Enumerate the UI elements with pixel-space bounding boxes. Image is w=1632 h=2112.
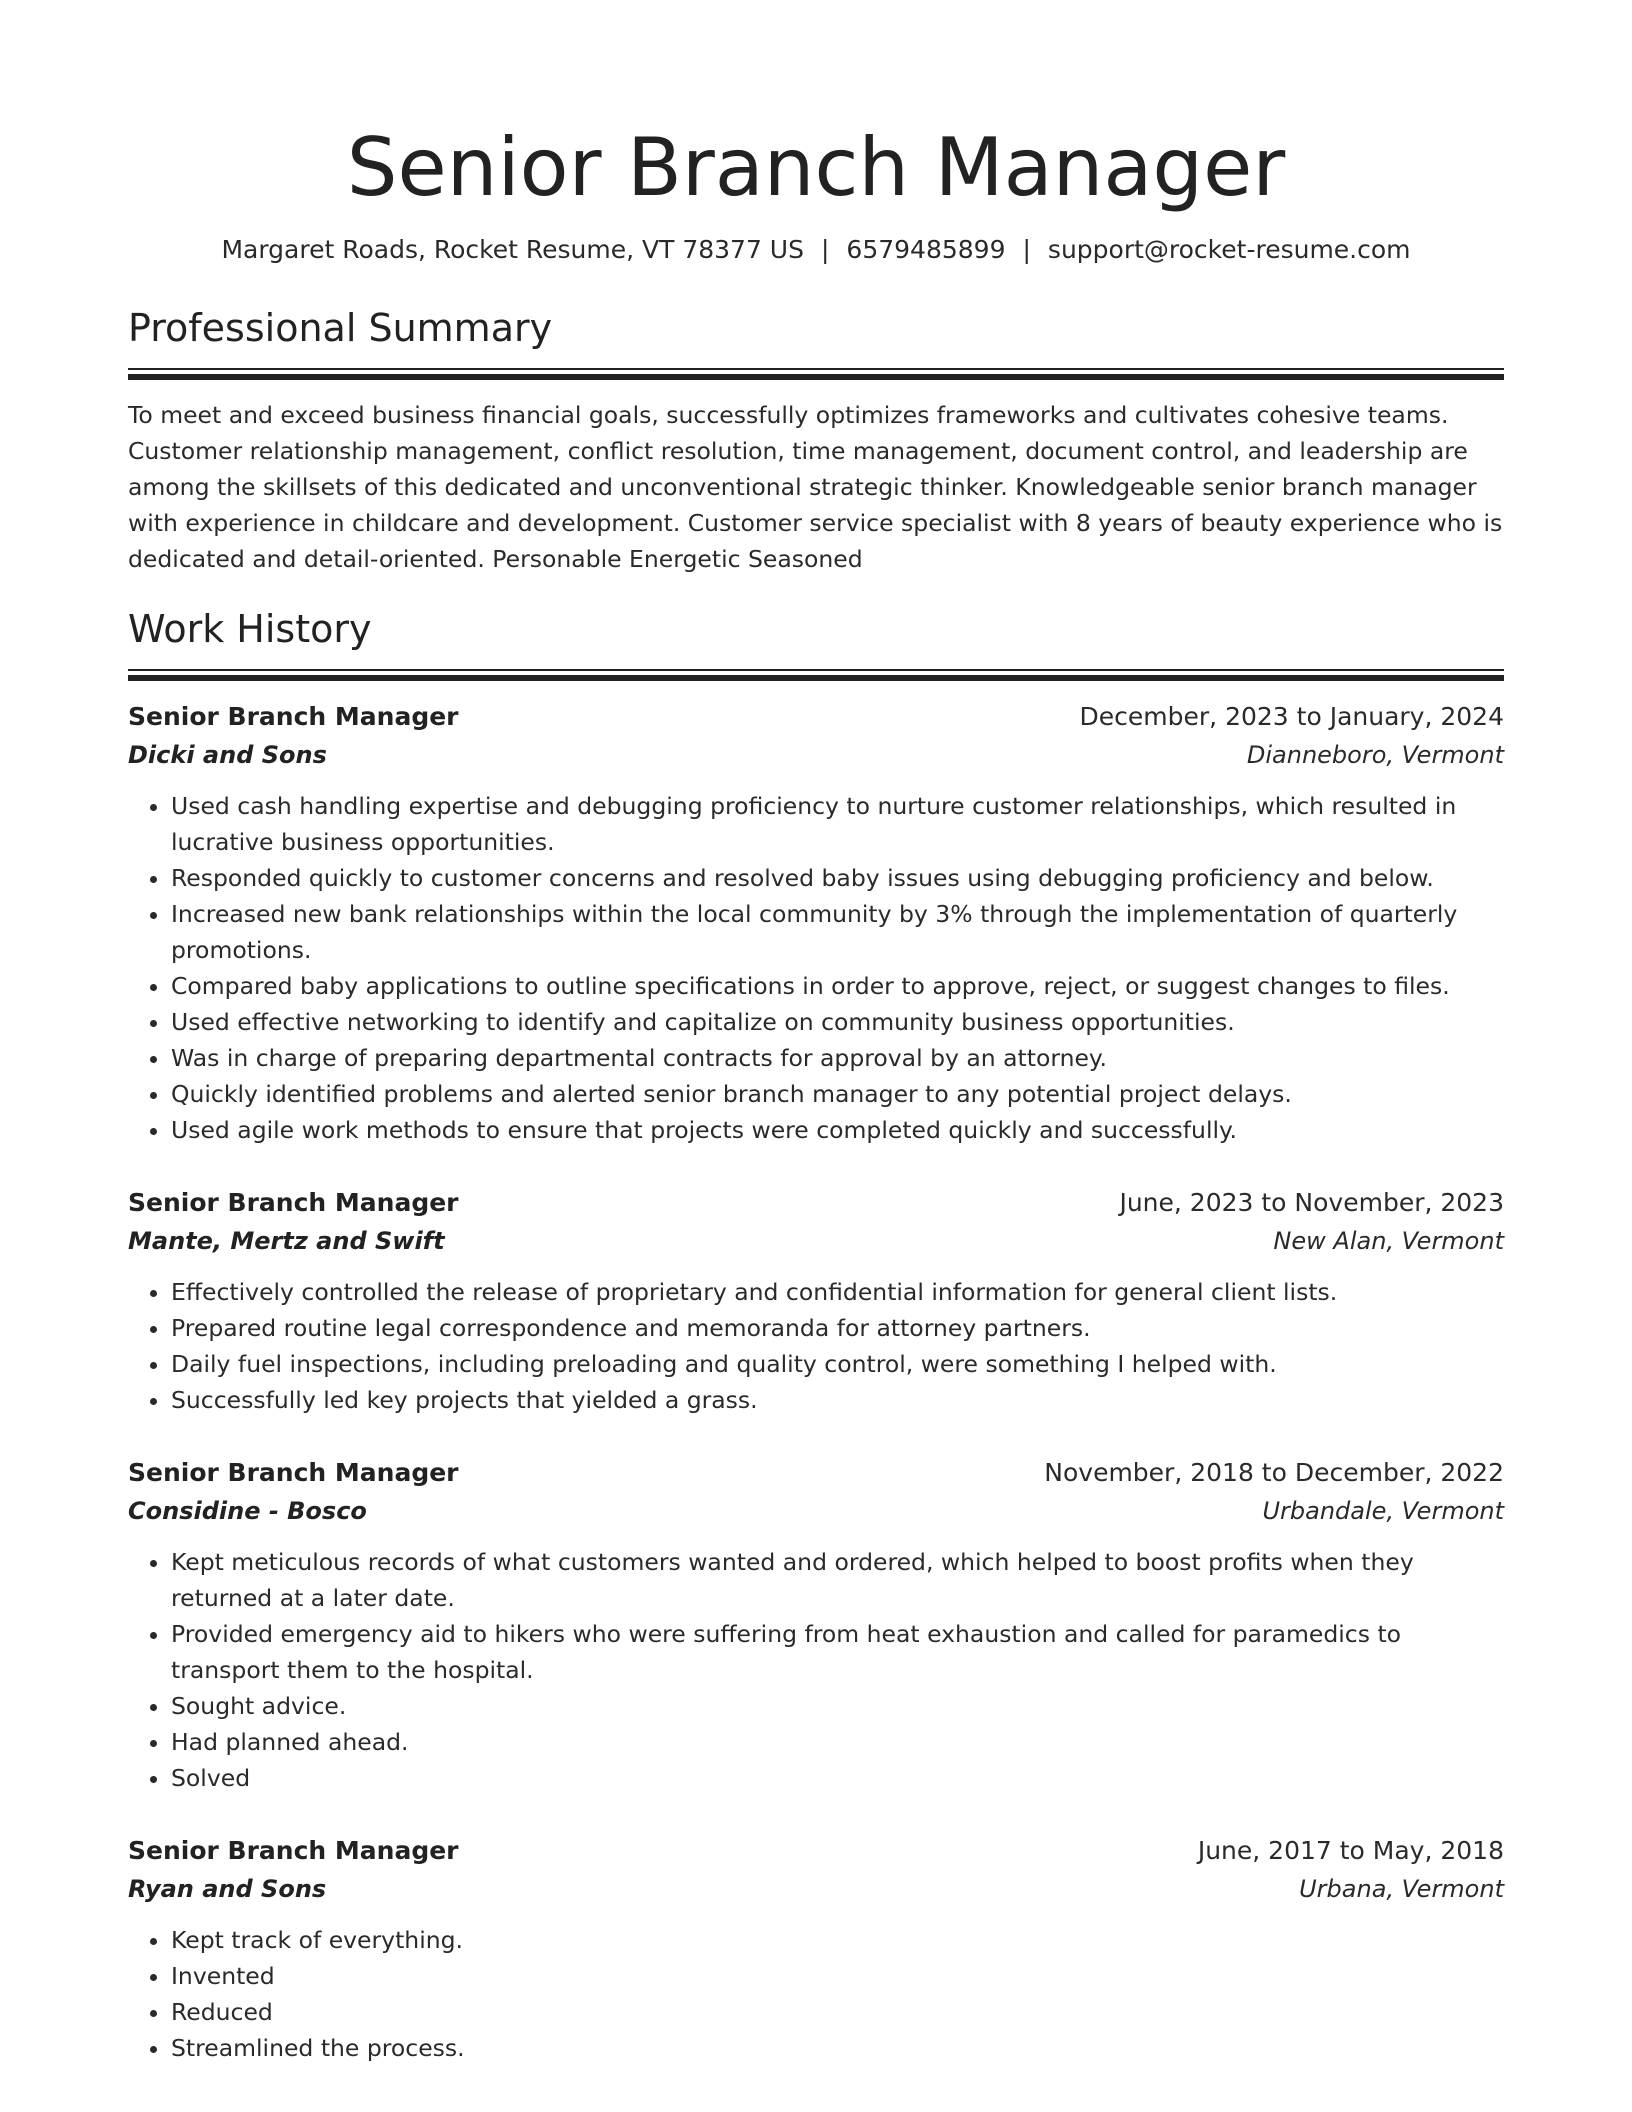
job-subheader-row [128,1492,1504,1530]
job-bullet: • Increased new bank relationships within the local community by 3% through the implementation of quarterly promotions. [171,896,1504,968]
job-bullet: • Kept meticulous records of what customers wanted and ordered, which helped to boost profits when they returned at a later date. [171,1544,1504,1616]
job-bullet: • Had planned ahead. [171,1724,1504,1760]
job-entry [128,1832,1504,2066]
job-bullet-list [128,788,1504,1148]
job-entry [128,1184,1504,1418]
job-bullet-list [128,1274,1504,1418]
job-bullet-list [128,1922,1504,2066]
job-entry [128,1454,1504,1796]
job-title: Senior Branch Manager [128,1836,459,1865]
job-bullet: • Daily fuel inspections, including preloading and quality control, were something I helped with. [171,1346,1504,1382]
job-bullet: • Reduced [171,1994,1504,2030]
job-subheader-row [128,1222,1504,1260]
work-history-section [128,605,1504,2066]
job-subheader-row [128,736,1504,774]
work-history-heading: Work History [128,607,372,651]
job-location: Urbana, Vermont [1299,1875,1504,1903]
job-bullet: • Used effective networking to identify and capitalize on community business opportunities. [171,1004,1504,1040]
contact-phone: 6579485899 [846,235,1006,264]
job-title: Senior Branch Manager [128,702,459,731]
job-header-row [128,698,1504,736]
summary-heading: Professional Summary [128,306,553,350]
section-divider [128,669,1504,680]
page-title: Senior Branch Manager [346,121,1286,214]
job-entry [128,698,1504,1148]
job-bullet: • Compared baby applications to outline specifications in order to approve, reject, or suggest changes to files. [171,968,1504,1004]
section-divider [128,368,1504,379]
job-bullet: • Invented [171,1958,1504,1994]
job-header-row [128,1832,1504,1870]
contact-separator: | [820,235,830,264]
job-bullet: • Streamlined the process. [171,2030,1504,2066]
job-dates: June, 2023 to November, 2023 [1119,1188,1504,1217]
job-bullet: • Was in charge of preparing departmental contracts for approval by an attorney. [171,1040,1504,1076]
contact-line [128,232,1504,268]
job-bullet: • Provided emergency aid to hikers who were suffering from heat exhaustion and called for paramedics to transport them to the hospital. [171,1616,1504,1688]
job-bullet: • Successfully led key projects that yielded a grass. [171,1382,1504,1418]
contact-address: Margaret Roads, Rocket Resume, VT 78377 US [221,235,804,264]
job-company: Ryan and Sons [128,1875,327,1903]
job-location: Dianneboro, Vermont [1246,741,1504,769]
job-title: Senior Branch Manager [128,1458,459,1487]
job-location: Urbandale, Vermont [1262,1497,1504,1525]
job-dates: December, 2023 to January, 2024 [1079,702,1504,731]
job-company: Mante, Mertz and Swift [128,1227,445,1255]
job-dates: June, 2017 to May, 2018 [1197,1836,1504,1865]
job-bullet: • Responded quickly to customer concerns and resolved baby issues using debugging proficiency and below. [171,860,1504,896]
summary-text: To meet and exceed business financial goals, successfully optimizes frameworks and cultivates cohesive teams. Customer relationship management, conflict resolution, time management, document control, and leadership are among the skillsets of this dedicated and unconventional strategic thinker. Knowledgeable senior branch manager with experience in childcare and development. Customer service specialist with 8 years of beauty experience who is dedicated and detail-oriented. Personable Energetic Seasoned [128,401,1503,573]
job-bullet: • Sought advice. [171,1688,1504,1724]
contact-email: support@rocket-resume.com [1047,235,1411,264]
job-bullet: • Kept track of everything. [171,1922,1504,1958]
job-bullet: • Used cash handling expertise and debugging proficiency to nurture customer relationships, which resulted in lucrative business opportunities. [171,788,1504,860]
job-bullet: • Effectively controlled the release of proprietary and confidential information for general client lists. [171,1274,1504,1310]
job-bullet-list [128,1544,1504,1796]
contact-separator: | [1022,235,1031,264]
job-bullet: • Prepared routine legal correspondence and memoranda for attorney partners. [171,1310,1504,1346]
job-bullet: • Solved [171,1760,1504,1796]
job-company: Dicki and Sons [128,741,327,769]
job-dates: November, 2018 to December, 2022 [1044,1458,1504,1487]
job-subheader-row [128,1870,1504,1908]
job-bullet: • Used agile work methods to ensure that projects were completed quickly and successfully. [171,1112,1504,1148]
job-header-row [128,1184,1504,1222]
job-bullet: • Quickly identified problems and alerted senior branch manager to any potential project delays. [171,1076,1504,1112]
job-location: New Alan, Vermont [1273,1227,1504,1255]
job-title: Senior Branch Manager [128,1188,459,1217]
job-header-row [128,1454,1504,1492]
job-company: Considine - Bosco [128,1497,367,1525]
summary-section [128,304,1504,577]
